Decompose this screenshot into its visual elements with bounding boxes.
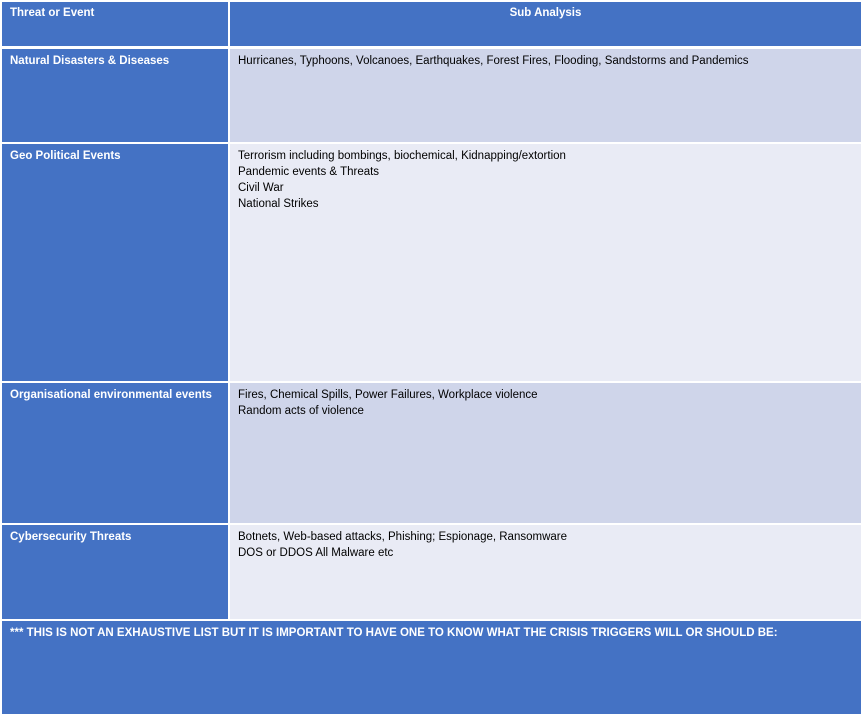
analysis-line: Random acts of violence — [238, 405, 364, 417]
threat-cybersecurity: Cybersecurity Threats — [2, 525, 228, 619]
header-threat-or-event: Threat or Event — [2, 2, 228, 46]
threat-organisational: Organisational environmental events — [2, 383, 228, 523]
threat-analysis-table — [2, 2, 861, 714]
analysis-line: Terrorism including bombings, biochemical, Kidnapping/extortion — [238, 150, 566, 162]
analysis-line: DOS or DDOS All Malware etc — [238, 547, 394, 559]
analysis-line: Fires, Chemical Spills, Power Failures, Workplace violence — [238, 389, 538, 401]
analysis-cybersecurity — [230, 525, 861, 619]
analysis-natural-disasters — [230, 49, 861, 142]
analysis-line: Botnets, Web-based attacks, Phishing; Espionage, Ransomware — [238, 531, 567, 543]
analysis-line: Civil War — [238, 182, 284, 194]
analysis-line: National Strikes — [238, 198, 319, 210]
threat-natural-disasters: Natural Disasters & Diseases — [2, 49, 228, 142]
analysis-geo-political — [230, 144, 861, 381]
analysis-line: Hurricanes, Typhoons, Volcanoes, Earthquakes, Forest Fires, Flooding, Sandstorms and Pandemics — [238, 55, 749, 67]
footer-note: *** THIS IS NOT AN EXHAUSTIVE LIST BUT IT IS IMPORTANT TO HAVE ONE TO KNOW WHAT THE CRISIS TRIGGERS WILL OR SHOULD BE: — [2, 621, 861, 714]
threat-geo-political: Geo Political Events — [2, 144, 228, 381]
analysis-line: Pandemic events & Threats — [238, 166, 380, 178]
header-sub-analysis: Sub Analysis — [230, 2, 861, 46]
analysis-organisational — [230, 383, 861, 523]
